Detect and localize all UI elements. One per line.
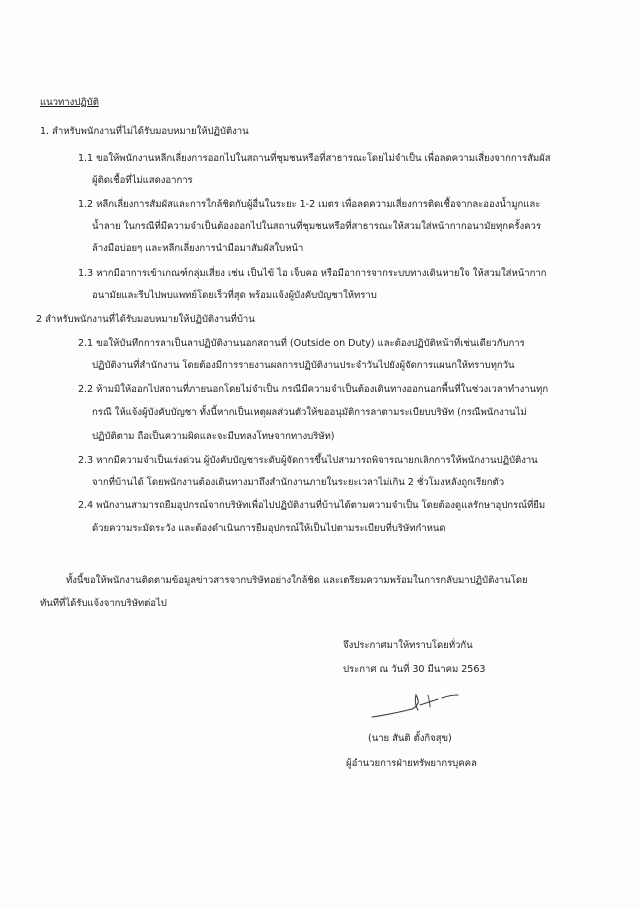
item-2-2-line-1: 2.2 ห้ามมิให้ออกไปสถานที่ภายนอกโดยไม่จำเป็น กรณีมีความจำเป็นต้องเดินทางออกนอกพื้นที่ในช่วงเวลาทำงานทุก (78, 384, 549, 395)
signer-name: (นาย สันติ ตั้งกิจสุข) (368, 733, 452, 744)
section-2-title: 2 สำหรับพนักงานที่ได้รับมอบหมายให้ปฏิบัติงานที่บ้าน (36, 314, 255, 325)
date-line: ประกาศ ณ วันที่ 30 มีนาคม 2563 (343, 664, 486, 675)
item-1-1-line-2: ผู้ติดเชื้อที่ไม่แสดงอาการ (92, 175, 193, 186)
item-2-4-line-1: 2.4 พนักงานสามารถยืมอุปกรณ์จากบริษัทเพื่อไปปฏิบัติงานที่บ้านได้ตามความจำเป็น โดยต้องดูแลรักษาอุปกรณ์ที่ยืม (78, 500, 546, 511)
item-2-1-line-2: ปฏิบัติงานที่สำนักงาน โดยต้องมีการรายงานผลการปฏิบัติงานประจำวันไปยังผู้จัดการแผนกให้ทราบทุกวัน (92, 360, 515, 371)
item-2-2-line-3: ปฏิบัติตาม ถือเป็นความผิดและจะมีบทลงโทษจากทางบริษัท) (92, 431, 335, 442)
item-1-3-line-2: อนามัยและรีบไปพบแพทย์โดยเร็วที่สุด พร้อมแจ้งผู้บังคับบัญชาให้ทราบ (92, 290, 377, 301)
closing-line-1: ทั้งนี้ขอให้พนักงานติดตามข้อมูลข่าวสารจากบริษัทอย่างใกล้ชิด และเตรียมความพร้อมในการกลับมาปฏิบัติงานโดย (66, 575, 528, 586)
section-heading: แนวทางปฏิบัติ (40, 97, 99, 108)
item-2-1-line-1: 2.1 ขอให้บันทึกการลาเป็นลาปฏิบัติงานนอกสถานที่ (Outside on Duty) และต้องปฏิบัติหน้าที่เช่นเดียวกับการ (78, 338, 525, 349)
signer-title: ผู้อำนวยการฝ่ายทรัพยากรบุคคล (346, 758, 477, 769)
item-1-2-line-3: ล้างมือบ่อยๆ และหลีกเลี่ยงการนำมือมาสัมผัสใบหน้า (92, 243, 304, 254)
item-1-2-line-2: น้ำลาย ในกรณีที่มีความจำเป็นต้องออกไปในสถานที่ชุมชนหรือที่สาธารณะให้สวมใส่หน้ากากอนามัยทุกครั้งควร (92, 221, 541, 232)
signature-image (368, 685, 468, 725)
item-2-2-line-2: กรณี ให้แจ้งผู้บังคับบัญชา ทั้งนี้หากเป็นเหตุผลส่วนตัวให้ขออนุมัติการลาตามระเบียบบริษัท (กรณีพนักงานไม่ (92, 407, 527, 418)
item-1-2-line-1: 1.2 หลีกเลี่ยงการสัมผัสและการใกล้ชิดกับผู้อื่นในระยะ 1-2 เมตร เพื่อลดความเสี่ยงการติดเชื้อจากละอองน้ำมูกและ (78, 199, 541, 210)
section-1-title: 1. สำหรับพนักงานที่ไม่ได้รับมอบหมายให้ปฏิบัติงาน (40, 126, 249, 137)
closing-line-2: ทันทีที่ได้รับแจ้งจากบริษัทต่อไป (40, 598, 167, 609)
announcement-line: จึงประกาศมาให้ทราบโดยทั่วกัน (343, 640, 473, 651)
item-2-3-line-2: จากที่บ้านได้ โดยพนักงานต้องเดินทางมาถึงสำนักงานภายในระยะเวลาไม่เกิน 2 ชั่วโมงหลังถูกเรียกตัว (92, 477, 505, 488)
item-1-1-line-1: 1.1 ขอให้พนักงานหลีกเลี่ยงการออกไปในสถานที่ชุมชนหรือที่สาธารณะโดยไม่จำเป็น เพื่อลดความเสี่ยงจากการสัมผัส (78, 153, 551, 164)
item-2-3-line-1: 2.3 หากมีความจำเป็นเร่งด่วน ผู้บังคับบัญชาระดับผู้จัดการขึ้นไปสามารถพิจารณายกเลิกการให้พนักงานปฏิบัติงาน (78, 455, 538, 466)
item-1-3-line-1: 1.3 หากมีอาการเข้าเกณฑ์กลุ่มเสี่ยง เช่น เป็นไข้ ไอ เจ็บคอ หรือมีอาการจากระบบทางเดินหายใจ ให้สวมใส่หน้ากาก (78, 268, 547, 279)
item-2-4-line-2: ด้วยความระมัดระวัง และต้องดำเนินการยืมอุปกรณ์ให้เป็นไปตามระเบียบที่บริษัทกำหนด (92, 523, 446, 534)
